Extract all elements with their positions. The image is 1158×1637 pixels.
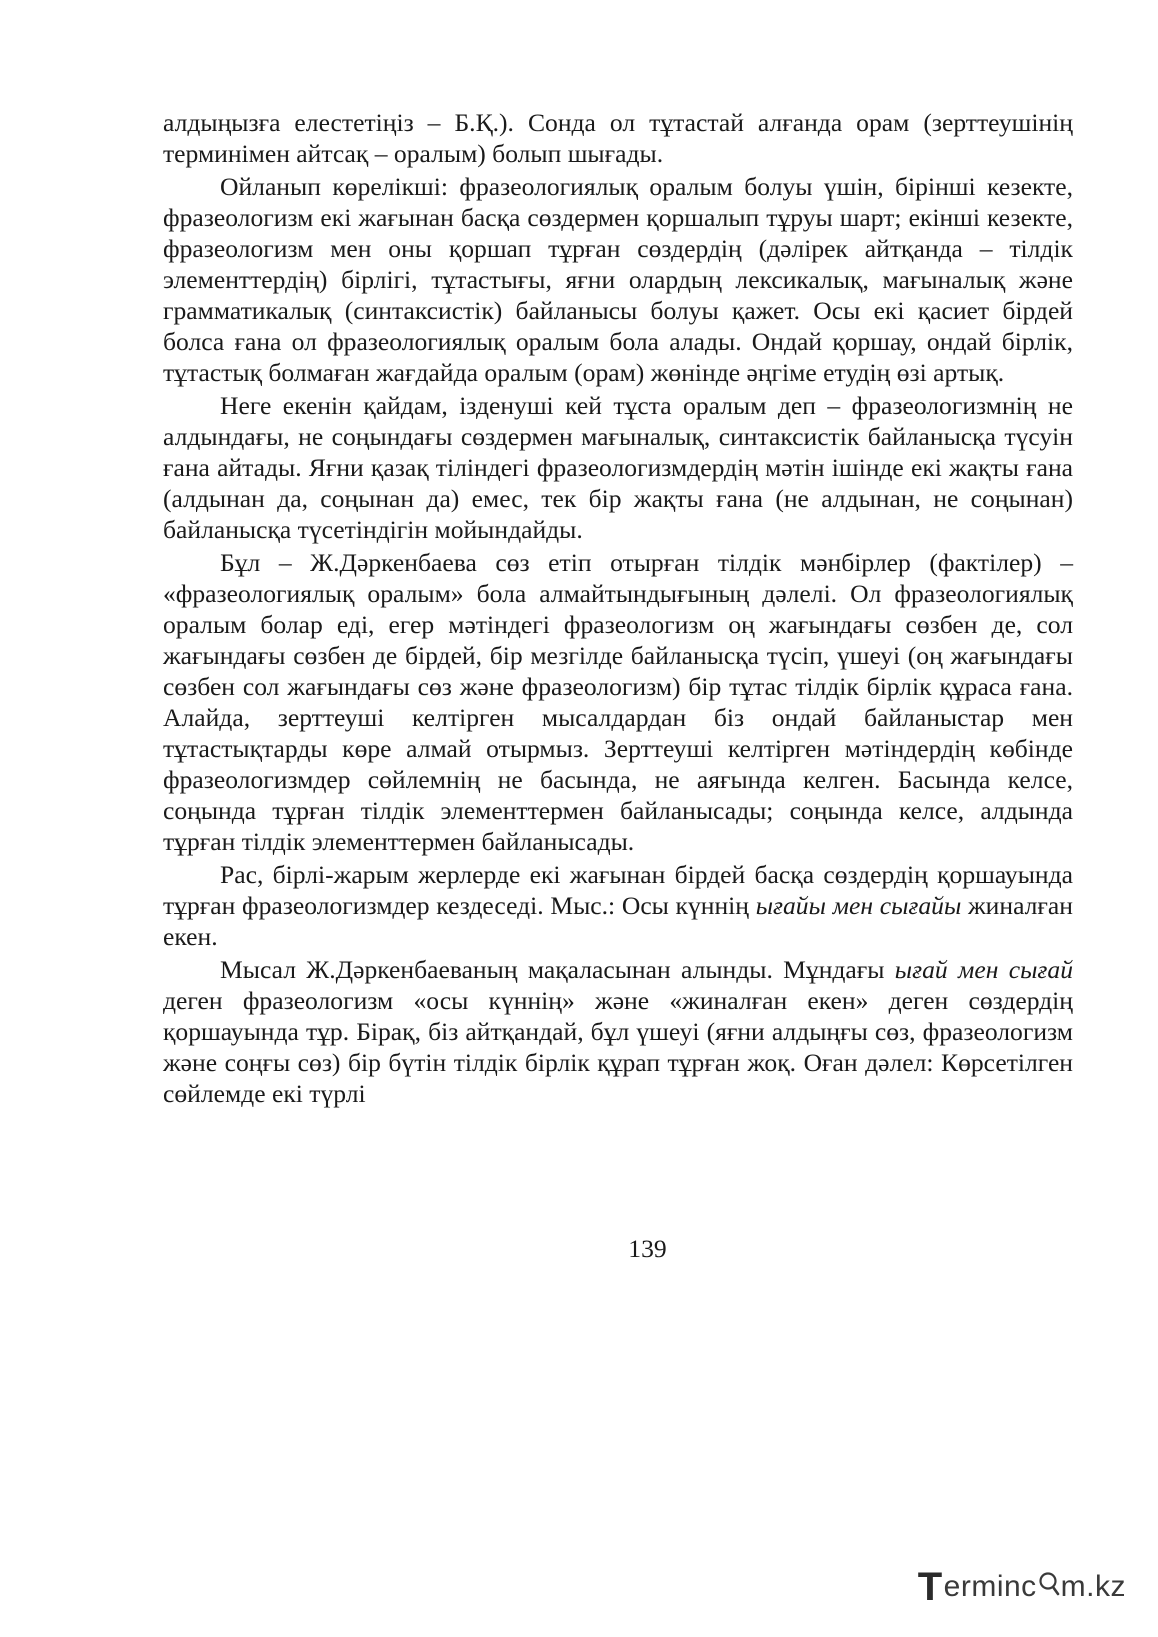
text-run: Мысал Ж.Дәркенбаеваның мақаласынан алынды. Мұндағы xyxy=(220,955,895,984)
paragraph xyxy=(163,390,1073,545)
watermark-text-2: m.kz xyxy=(1060,1570,1126,1603)
text-run: Бұл – Ж.Дәркенбаева сөз етіп отырған тілдік мәнбірлер (фактілер) – «фразеологиялық оралым» бола алмайтындығының дәлелі. Ол фразеологиялық оралым болар еді, егер мәтіндегі фразеологизм оң жағындағы сөзбен де, сол жағындағы сөзбен де бірдей, бір мезгілде байланысқа түсіп, үшеуі (оң жағындағы сөзбен сол жағындағы сөз және фразеологизм) бір тұтас тілдік бірлік құраса ғана. Алайда, зерттеуші келтірген мысалдардан біз ондай байланыстар мен тұтастықтарды көре алмай отырмыз. Зерттеуші келтірген мәтіндердің көбінде фразеологизмдер сөйлемнің не басында, не аяғында келген. Басында келсе, соңында тұрған тілдік элементтермен байланысады; соңында келсе, алдында тұрған тілдік элементтермен байланысады. xyxy=(163,548,1073,856)
paragraph xyxy=(163,547,1073,857)
paragraph xyxy=(163,859,1073,952)
text-run: Рас, бірлі-жарым жерлерде екі жағынан бірдей басқа сөздердің қоршауында тұрған фразеологизмдер кездеседі. Мыс.: Осы күннің xyxy=(163,860,1073,920)
text-run: жиналған екен. xyxy=(163,891,1073,951)
italic-phrase: ығай мен сығай xyxy=(894,955,1073,984)
paragraph xyxy=(163,107,1073,169)
text-run: Ойланып көрелікші: фразеологиялық оралым болуы үшін, біріншi кезекте, фразеологизм екі жағынан басқа сөздермен қоршалып тұруы шарт; екінші кезекте, фразеологизм мен оны қоршап тұрған сөздердің (дәлірек айтқанда – тілдік элементтердің) бірлігі, тұтастығы, яғни олардың лексикалық, мағыналық және грамматикалық (синтаксистік) байланысы болуы қажет. Осы екі қасиет бірдей болса ғана ол фразеологиялық оралым бола алады. Ондай қоршау, ондай бірлік, тұтастық болмаған жағдайда оралым (орам) жөнінде әңгіме етудің өзі артық. xyxy=(163,172,1073,387)
body-text xyxy=(163,107,1073,1111)
text-run: Неге екенін қайдам, ізденуші кей тұста оралым деп – фразеологизмнің не алдындағы, не соңындағы сөздермен мағыналық, синтаксистік байланысқа түсуін ғана айтады. Яғни қазақ тіліндегі фразеологизмдердің мәтін ішінде екі жақты ғана (алдынан да, соңынан да) емес, тек бір жақты ғана (не алдынан, не соңынан) байланысқа түсетіндігін мойындайды. xyxy=(163,391,1073,544)
watermark-text-1: erminc xyxy=(943,1570,1037,1603)
italic-phrase: ығайы мен сығайы xyxy=(755,891,962,920)
text-run: алдыңызға елестетіңіз – Б.Қ.). Сонда ол тұтастай алғанда орам (зерттеушінің терминімен айтсақ – оралым) болып шығады. xyxy=(163,108,1073,168)
paragraph xyxy=(163,954,1073,1109)
watermark-lead: T xyxy=(917,1564,943,1609)
paragraph xyxy=(163,171,1073,388)
page-number: 139 xyxy=(628,1234,667,1263)
magnifier-icon xyxy=(1038,1571,1060,1605)
watermark-logo xyxy=(918,1565,1126,1609)
text-run: деген фразеологизм «осы күннің» және «жиналған екен» деген сөздердің қоршауында тұр. Бірақ, біз айтқандай, бұл үшеуі (яғни алдыңғы сөз, фразеологизм және соңғы сөз) бір бүтін тілдік бірлік құрап тұрған жоқ. Оған дәлел: Көрсетілген сөйлемде екі түрлі xyxy=(163,986,1073,1108)
